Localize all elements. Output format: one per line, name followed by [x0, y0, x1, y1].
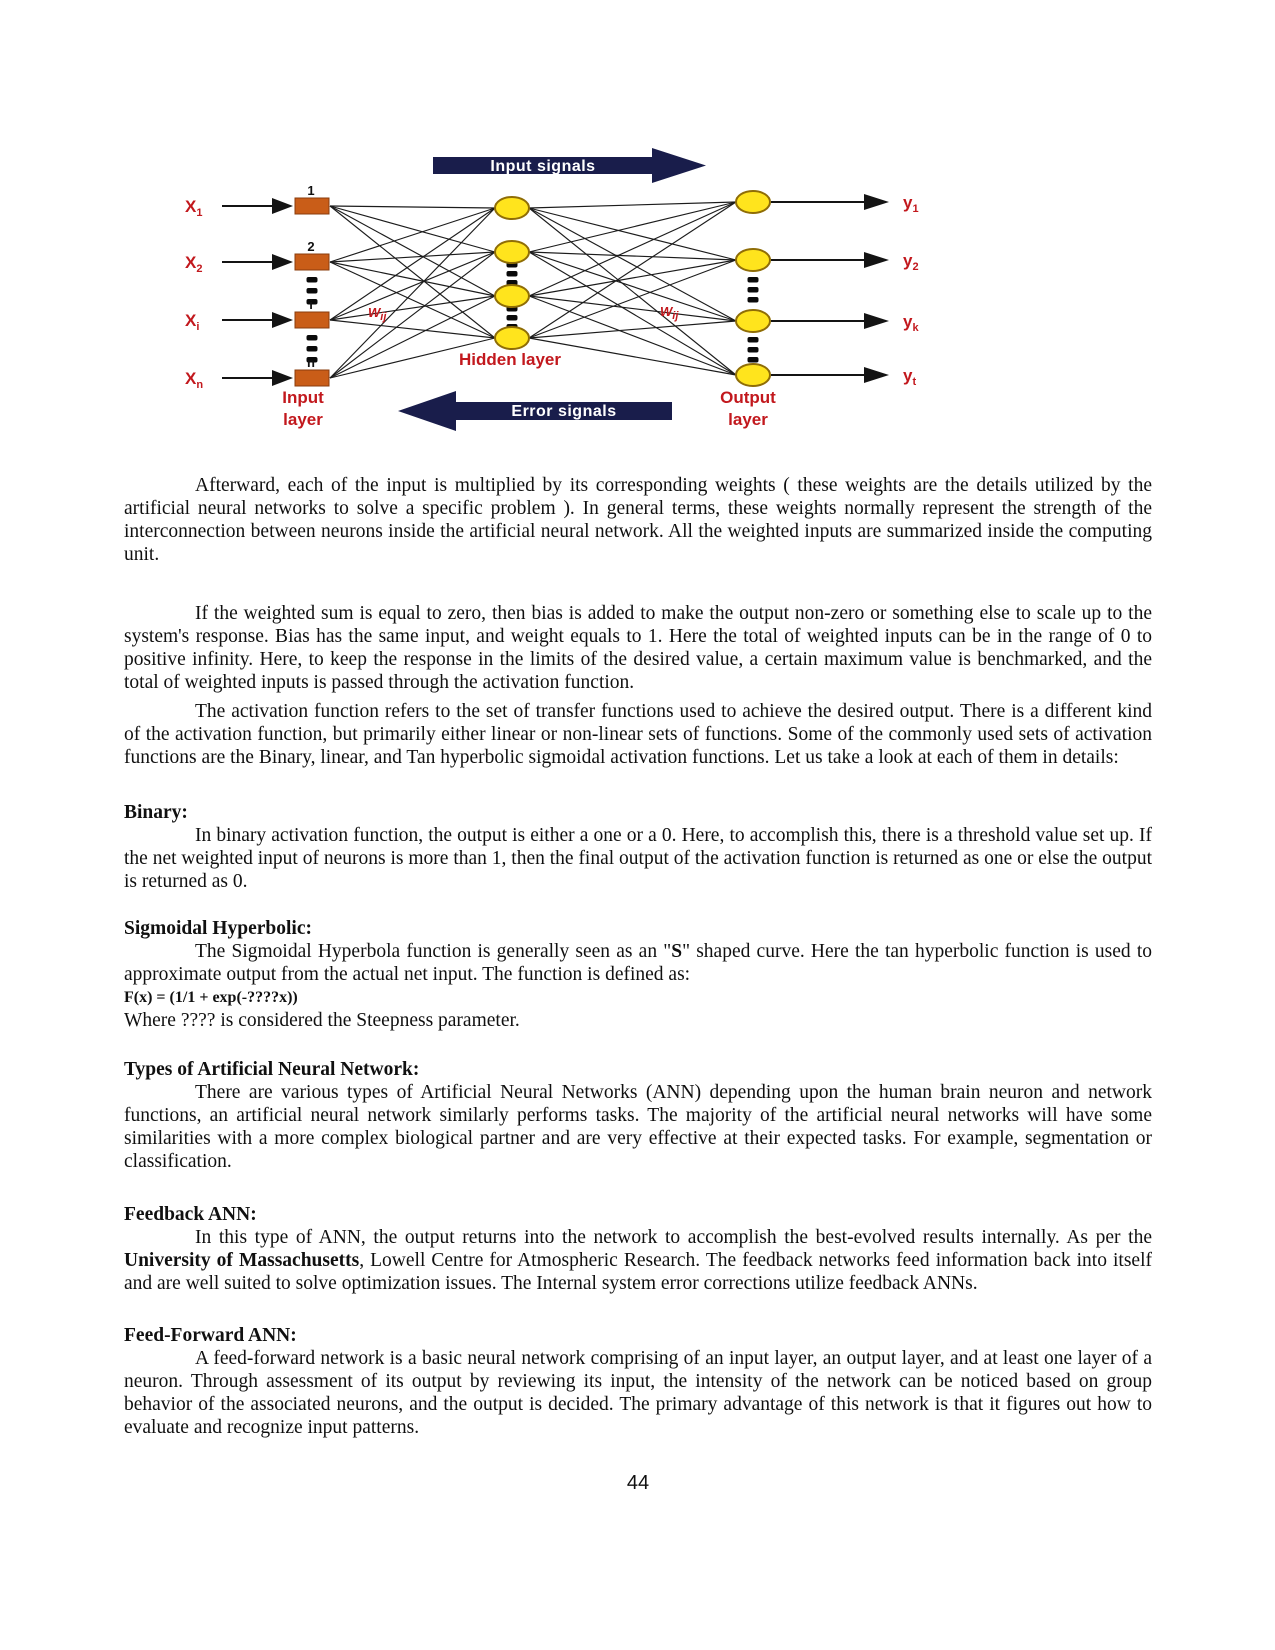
input-row [185, 239, 329, 275]
input-signals-arrowhead [652, 148, 706, 183]
paragraph-feedforward: A feed-forward network is a basic neural network comprising of an input layer, an output layer, and at least one layer of a neuron. Through assessment of its output by reviewing its input, the intensity of the network can be noticed based on group behavior of the associated neurons, and the output is decided. The primary advantage of this network is that it figures out how to evaluate and recognize input patterns. [124, 1348, 1152, 1438]
connection-line [529, 260, 736, 296]
heading-binary: Binary: [124, 802, 188, 823]
x1-label: $X_1$ [185, 197, 203, 219]
ellipsis-dot [748, 347, 759, 353]
page-number: 44 [626, 1472, 650, 1494]
input-node-number: i [309, 297, 313, 312]
output-row [736, 310, 919, 334]
text-segment: " shaped curve. Here the tan hyperbolic function is used to approximate output from the actual net input. The function is defined as: [124, 941, 1152, 985]
input-arrowhead [272, 312, 293, 328]
output-layer-label-line2: layer [728, 410, 768, 429]
output-layer-label-line1: Output [720, 388, 776, 407]
error-signals-arrowhead [398, 391, 456, 431]
formula-line: F(x) = (1/1 + exp(-????x)) [124, 989, 298, 1006]
input-signals-banner [433, 148, 706, 183]
connection-line [330, 208, 495, 320]
y2-label: $y_2$ [903, 251, 919, 273]
input-node [295, 254, 329, 270]
connection-line [330, 320, 495, 338]
ellipsis-dot [307, 288, 318, 294]
paragraph-weights: Afterward, each of the input is multiplied by its corresponding weights ( these weights are the details utilized by the artificial neural networks to solve a specific problem ). In general terms, these weights normally represent the strength of the interconnection between neurons inside the artificial neural network. All the weighted inputs are summarized inside the computing unit. [124, 475, 1152, 565]
paragraph-sigmoidal [124, 940, 1152, 986]
hidden-layer-label: Hidden layer [458, 350, 562, 369]
text-segment: , Lowell Centre for Atmospheric Research. The feedback networks feed information back into itself and are well suited to solve optimization issues. The Internal system error corrections utilize feedback ANNs. [124, 1250, 1152, 1294]
input-node-number: 1 [307, 183, 315, 198]
connection-line [330, 206, 495, 208]
output-arrowhead [864, 367, 889, 383]
input-arrowhead [272, 198, 293, 214]
input-node-number: n [307, 355, 315, 370]
paragraph-binary: In binary activation function, the output is either a one or a 0. Here, to accomplish this, there is a threshold value set up. If the net weighted input of neurons is more than 1, then the final output of the activation function is returned as one or else the output is returned as 0. [124, 825, 1152, 892]
hidden-node [495, 197, 529, 219]
ellipsis-dot [748, 297, 759, 303]
ellipsis-dot [748, 357, 759, 363]
heading-sigmoidal: Sigmoidal Hyperbolic: [124, 918, 312, 939]
connection-line [330, 206, 495, 338]
input-layer-label-line2: layer [283, 410, 323, 429]
x2-label: $X_2$ [185, 253, 203, 275]
ellipsis-dot [748, 337, 759, 343]
ellipsis-dot [748, 287, 759, 293]
input-node-number: 2 [307, 239, 315, 254]
input-row [185, 355, 329, 391]
hidden-node [495, 241, 529, 263]
ellipsis-dot [307, 335, 318, 341]
output-arrowhead [864, 313, 889, 329]
output-node [736, 249, 770, 271]
neural-network-diagram [0, 0, 1275, 445]
heading-feedforward: Feed-Forward ANN: [124, 1325, 297, 1346]
error-signals-banner [398, 391, 672, 431]
ellipsis-dot [307, 277, 318, 283]
output-arrowhead [864, 252, 889, 268]
input-node [295, 370, 329, 386]
connection-line [330, 206, 495, 296]
text-segment-bold: University of Massachusetts [124, 1250, 360, 1271]
ellipsis-dot [507, 315, 518, 321]
error-signals-label: Error signals [511, 403, 617, 420]
output-row [736, 249, 919, 273]
weight-label-left: $W_{ij}$ [368, 305, 387, 323]
input-node [295, 312, 329, 328]
connection-line [330, 252, 495, 320]
connection-line [330, 206, 495, 252]
xi-label: $X_i$ [185, 311, 200, 333]
heading-feedback: Feedback ANN: [124, 1204, 257, 1225]
connection-line [330, 262, 495, 296]
ellipsis-dot [307, 346, 318, 352]
output-node [736, 310, 770, 332]
input-row [185, 183, 329, 219]
input-arrowhead [272, 254, 293, 270]
connection-line [529, 202, 736, 208]
paragraph-bias: If the weighted sum is equal to zero, then bias is added to make the output non-zero or something else to scale up to the system's response. Bias has the same input, and weight equals to 1. Here the total of weighted inputs can be in the range of 0 to positive infinity. Here, to keep the response in the limits of the desired value, a certain maximum value is benchmarked, and the total of weighted inputs is passed through the activation function. [124, 603, 1152, 693]
connection-line [529, 202, 736, 252]
hidden-node [495, 327, 529, 349]
input-arrowhead [272, 370, 293, 386]
text-segment-bold: S [671, 941, 683, 962]
y1-label: $y_1$ [903, 193, 919, 215]
steepness-line: Where ???? is considered the Steepness parameter. [124, 1010, 520, 1031]
connection-line [529, 252, 736, 321]
input-layer-label-line1: Input [282, 388, 324, 407]
heading-types: Types of Artificial Neural Network: [124, 1059, 420, 1080]
ellipsis-dot [748, 277, 759, 283]
output-arrowhead [864, 194, 889, 210]
paragraph-types: There are various types of Artificial Neural Networks (ANN) depending upon the human brain neuron and network functions, an artificial neural network similarly performs tasks. The majority of the artificial neural networks will have some similarities with a more complex biological partner and are very effective at their expected tasks. For example, segmentation or classification. [124, 1082, 1152, 1172]
text-segment: The Sigmoidal Hyperbola function is generally seen as an " [195, 941, 672, 962]
connection-line [529, 252, 736, 260]
ellipsis-dot [507, 271, 518, 277]
output-node [736, 191, 770, 213]
output-row [736, 191, 919, 215]
input-node [295, 198, 329, 214]
weight-label-right: $W_{ij}$ [660, 304, 679, 322]
input-signals-label: Input signals [490, 158, 596, 175]
connection-line [529, 260, 736, 338]
paragraph-activation: The activation function refers to the set of transfer functions used to achieve the desired output. There is a different kind of the activation function, but primarily either linear or non-linear sets of functions. Some of the commonly used sets of activation functions are the Binary, linear, and Tan hyperbolic sigmoidal activation functions. Let us take a look at each of them in details: [124, 701, 1152, 768]
hidden-node [495, 285, 529, 307]
output-row [736, 364, 916, 388]
output-node [736, 364, 770, 386]
yt-label: $y_t$ [903, 366, 917, 388]
connection-line [529, 208, 736, 321]
document-body [124, 474, 1152, 1495]
xn-label: $X_n$ [185, 369, 204, 391]
text-segment: In this type of ANN, the output returns into the network to accomplish the best-evolved results internally. As per the [195, 1227, 1152, 1248]
yk-label: $y_k$ [903, 312, 919, 334]
paragraph-feedback [124, 1226, 1152, 1295]
